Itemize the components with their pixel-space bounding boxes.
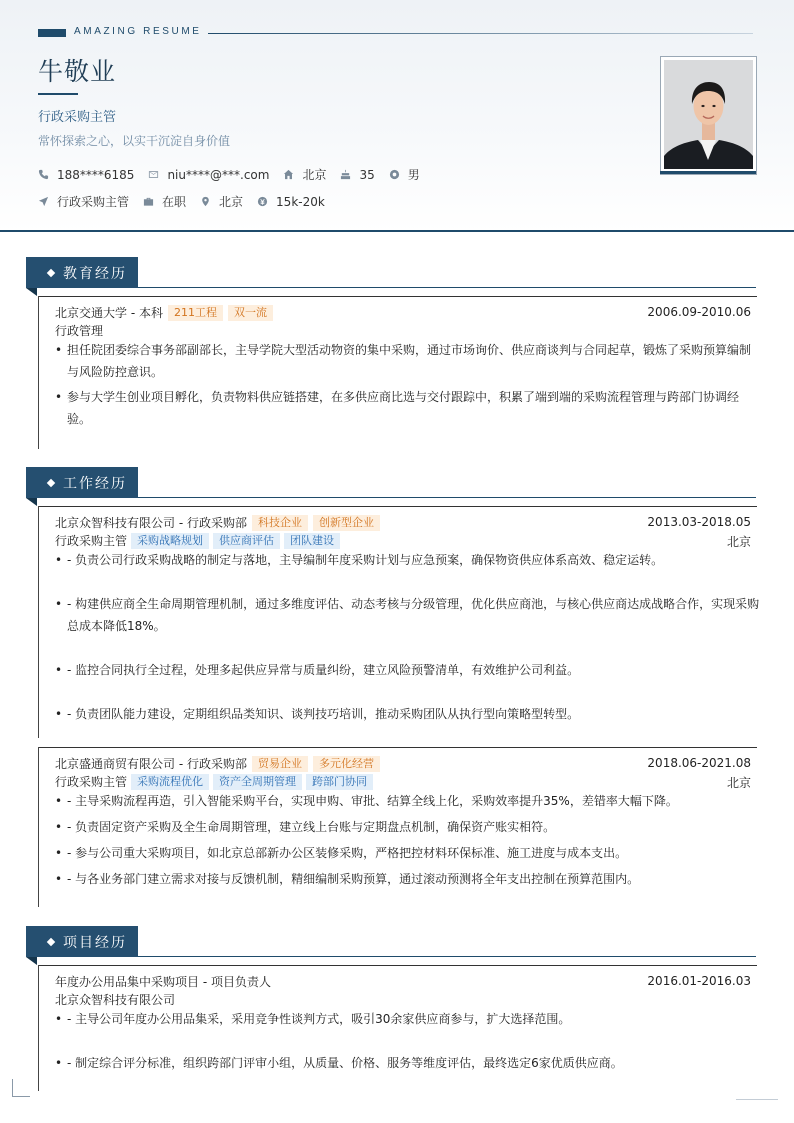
company-tag: 多元化经营 (313, 756, 380, 772)
job-location: 北京 (726, 776, 751, 790)
education-title: 教育经历 (63, 265, 127, 282)
employment-status-info (143, 193, 186, 210)
job-intent-row (38, 193, 339, 210)
avatar (664, 60, 753, 169)
project-entry (38, 965, 757, 1091)
gender-icon (389, 169, 400, 180)
education-entry (38, 296, 757, 449)
project-name: 年度办公用品集中采购项目 - 项目负责人 (55, 975, 271, 989)
project-tab (26, 926, 138, 957)
work-entry (38, 506, 760, 738)
motto: 常怀探索之心，以实干沉淀自身价值 (38, 134, 231, 148)
residence-info (283, 166, 326, 183)
brand-label: AMAZING RESUME (74, 26, 202, 37)
school-row (55, 304, 273, 321)
school-tag: 双一流 (228, 305, 273, 321)
skill-tag: 资产全周期管理 (213, 774, 302, 790)
work-tab (26, 467, 138, 498)
age-info (340, 168, 374, 182)
company-tag: 创新型企业 (313, 515, 380, 531)
skill-tag: 采购战略规划 (131, 533, 209, 549)
company-row (55, 755, 380, 772)
phone-info (38, 168, 134, 182)
gender-info (389, 166, 420, 183)
diamond-icon (47, 937, 55, 945)
name-underline (38, 93, 78, 95)
tab-fold (26, 957, 37, 965)
education-section-rule (138, 287, 756, 288)
residence-text: 北京 (302, 168, 327, 182)
position-row (55, 532, 340, 549)
phone-text: 188****6185 (57, 167, 135, 182)
entry-top-border (39, 296, 757, 297)
skill-tag: 采购流程优化 (131, 774, 209, 790)
company-tag: 科技企业 (252, 515, 308, 531)
avatar-accent-bar (660, 171, 756, 174)
contact-row (38, 166, 434, 183)
education-date: 2006.09-2010.06 (647, 305, 751, 319)
education-bullet: • 担任院团委综合事务部副部长，主导学院大型活动物资的集中采购，通过市场询价、供应商谈判与合同起草，锻炼了采购预算编制与风险防控意识。 (55, 339, 762, 383)
phone-icon (38, 169, 49, 180)
employment-status-text: 在职 (162, 195, 187, 209)
age-text: 35 (359, 167, 375, 182)
position-name: 行政采购主管 (55, 534, 128, 548)
position-name: 行政采购主管 (55, 775, 128, 789)
company-row (55, 514, 380, 531)
position-row (55, 773, 373, 790)
intent-position-info (38, 193, 129, 210)
company-name: 北京盛通商贸有限公司 - 行政采购部 (55, 757, 247, 771)
intent-position-text: 行政采购主管 (57, 195, 130, 209)
email-info (148, 168, 269, 182)
tab-fold (26, 498, 37, 506)
school-tag: 211工程 (168, 305, 223, 321)
candidate-name: 牛敬业 (38, 57, 117, 86)
tab-fold (26, 288, 37, 296)
salary-info (257, 195, 325, 209)
job-title: 行政采购主管 (38, 110, 117, 125)
job-location: 北京 (726, 535, 751, 549)
major (55, 322, 103, 339)
project-bullet: • - 主导公司年度办公用品集采，采用竞争性谈判方式，吸引30余家供应商参与，扩大选择范围。 (55, 1008, 762, 1030)
company-name: 北京众智科技有限公司 - 行政采购部 (55, 516, 247, 530)
major-text: 行政管理 (55, 324, 104, 338)
entry-top-border (39, 747, 757, 748)
job-bullet: • - 构建供应商全生命周期管理机制，通过多维度评估、动态考核与分级管理，优化供应商池，与核心供应商达成战略合作，实现采购总成本降低18%。 (55, 593, 762, 637)
cake-icon (340, 169, 351, 180)
company-tag: 贸易企业 (252, 756, 308, 772)
job-bullet: • - 参与公司重大采购项目，如北京总部新办公区装修采购，严格把控材料环保标准、施工进度与成本支出。 (55, 842, 762, 864)
email-text: niu****@***.com (167, 167, 270, 182)
money-icon (257, 196, 268, 207)
home-icon (283, 169, 294, 180)
salary-text: 15k-20k (276, 194, 325, 209)
send-icon (38, 196, 49, 207)
gender-text: 男 (407, 168, 420, 182)
job-bullet: • - 负责公司行政采购战略的制定与落地，主导编制年度采购计划与应急预案，确保物资供应体系高效、稳定运转。 (55, 549, 762, 571)
avatar-frame (660, 56, 757, 175)
mail-icon (148, 169, 159, 180)
brand-line (208, 33, 753, 34)
page-corner-mark (12, 1079, 30, 1097)
job-date: 2018.06-2021.08 (647, 756, 751, 770)
skill-tag: 团队建设 (284, 533, 340, 549)
project-date: 2016.01-2016.03 (647, 974, 751, 988)
header-divider (0, 230, 794, 232)
entry-top-border (39, 965, 757, 966)
project-bullet: • - 制定综合评分标准，组织跨部门评审小组，从质量、价格、服务等维度评估，最终选定6家优质供应商。 (55, 1052, 762, 1074)
project-company: 北京众智科技有限公司 (55, 993, 176, 1007)
location-pin-icon (200, 196, 211, 207)
intent-city-text: 北京 (219, 195, 244, 209)
project-section-rule (138, 956, 756, 957)
work-section-rule (138, 497, 756, 498)
job-bullet: • - 负责固定资产采购及全生命周期管理，建立线上台账与定期盘点机制，确保资产账实相符。 (55, 816, 762, 838)
job-bullet: • - 监控合同执行全过程，处理多起供应异常与质量纠纷，建立风险预警清单，有效维护公司利益。 (55, 659, 762, 681)
skill-tag: 跨部门协同 (306, 774, 373, 790)
intent-city-info (200, 193, 243, 210)
skill-tag: 供应商评估 (213, 533, 280, 549)
school-name: 北京交通大学 - 本科 (55, 306, 163, 320)
job-bullet: • - 与各业务部门建立需求对接与反馈机制，精细编制采购预算，通过滚动预测将全年支出控制在预算范围内。 (55, 868, 762, 890)
entry-top-border (39, 506, 757, 507)
project-title: 项目经历 (63, 934, 127, 951)
diamond-icon (47, 268, 55, 276)
job-bullet: • - 主导采购流程再造，引入智能采购平台，实现申购、审批、结算全线上化，采购效率提升35%，差错率大幅下降。 (55, 790, 762, 812)
job-bullet: • - 负责团队能力建设，定期组织品类知识、谈判技巧培训，推动采购团队从执行型向策略型转型。 (55, 703, 762, 725)
page-corner-line (736, 1099, 778, 1100)
job-date: 2013.03-2018.05 (647, 515, 751, 529)
briefcase-icon (143, 196, 154, 207)
project-name-row (55, 973, 271, 990)
portrait-image (664, 60, 753, 169)
education-tab (26, 257, 138, 288)
project-company-row (55, 991, 175, 1008)
diamond-icon (47, 478, 55, 486)
work-title: 工作经历 (63, 475, 127, 492)
work-entry (38, 747, 757, 907)
brand-accent-bar (38, 29, 66, 37)
education-bullet: • 参与大学生创业项目孵化，负责物料供应链搭建，在多供应商比选与交付跟踪中，积累了端到端的采购流程管理与跨部门协调经验。 (55, 386, 762, 430)
